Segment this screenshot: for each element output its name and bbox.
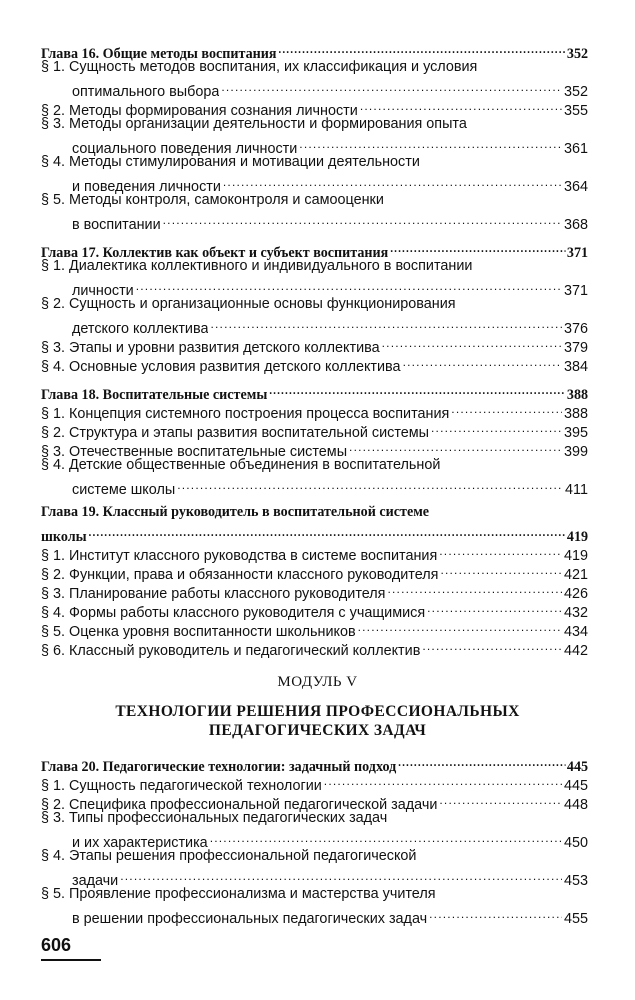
toc-entry-title: § 2. Специфика профессиональной педагогической задачи xyxy=(41,797,438,813)
toc-page-number: 455 xyxy=(563,911,588,927)
toc-dot-leader xyxy=(360,96,562,115)
toc-dot-leader xyxy=(431,418,562,437)
toc-entry-title: Глава 20. Педагогические технологии: задачный подход xyxy=(41,759,397,775)
toc-dot-leader xyxy=(358,617,562,636)
module-label: МОДУЛЬ V xyxy=(277,674,358,690)
toc-entry-title: оптимального выбора xyxy=(72,84,220,100)
toc-dot-leader xyxy=(387,579,562,598)
toc-dot-leader xyxy=(422,636,562,655)
toc-page-number: 388 xyxy=(566,387,589,403)
toc-entry-title: § 2. Функции, права и обязанности классного руководителя xyxy=(41,567,439,583)
toc-chapter-entry[interactable] xyxy=(41,522,589,545)
toc-entry-title: и поведения личности xyxy=(72,179,221,195)
toc-section-entry[interactable] xyxy=(41,828,588,851)
toc-dot-leader xyxy=(177,475,563,494)
toc-page-number: 411 xyxy=(565,482,588,498)
toc-entry-title: § 4. Основные условия развития детского коллектива xyxy=(41,359,401,375)
module-title-line1: ТЕХНОЛОГИИ РЕШЕНИЯ ПРОФЕССИОНАЛЬНЫХ xyxy=(115,703,520,720)
toc-page-number: 384 xyxy=(563,359,588,375)
toc-entry-title: системе школы xyxy=(72,482,176,498)
toc-section-entry[interactable] xyxy=(41,210,588,233)
toc-entry-title: § 4. Формы работы классного руководителя с учащимися xyxy=(41,605,426,621)
toc-page-number: 419 xyxy=(563,548,588,564)
toc-section-entry[interactable] xyxy=(41,456,588,475)
toc-section-entry[interactable] xyxy=(41,847,588,866)
toc-section-entry[interactable] xyxy=(41,77,588,100)
toc-dot-leader xyxy=(163,210,562,229)
toc-page-number: 364 xyxy=(563,179,588,195)
toc-dot-leader xyxy=(382,333,562,352)
toc-entry-title: § 1. Концепция системного построения процесса воспитания xyxy=(41,406,450,422)
toc-page-number: 395 xyxy=(563,425,588,441)
toc-section-entry[interactable] xyxy=(41,134,588,157)
toc-dot-leader xyxy=(136,276,562,295)
module-title-line2: ПЕДАГОГИЧЕСКИХ ЗАДАЧ xyxy=(208,722,427,739)
toc-entry-title: § 2. Методы формирования сознания личности xyxy=(41,103,358,119)
toc-entry-title: Глава 18. Воспитательные системы xyxy=(41,387,268,403)
toc-page-number: 450 xyxy=(563,835,588,851)
toc-entry-title: § 2. Структура и этапы развития воспитательной системы xyxy=(41,425,430,441)
toc-dot-leader xyxy=(349,437,562,456)
module-heading xyxy=(0,674,635,740)
toc-section-entry[interactable] xyxy=(41,904,588,927)
toc-dot-leader xyxy=(269,380,565,399)
toc-section-entry[interactable] xyxy=(41,314,588,337)
toc-entry-title: школы xyxy=(41,529,87,545)
toc-entry-title: § 4. Детские общественные объединения в воспитательной xyxy=(41,457,441,473)
toc-page-number: 379 xyxy=(563,340,588,356)
toc-section-entry[interactable] xyxy=(41,191,588,210)
toc-section-entry[interactable] xyxy=(41,172,588,195)
toc-page-number: 361 xyxy=(563,141,588,157)
toc-entry-title: § 3. Типы профессиональных педагогических задач xyxy=(41,810,388,826)
toc-entry-title: § 3. Отечественные воспитательные системы xyxy=(41,444,348,460)
toc-entry-title: § 3. Методы организации деятельности и формирования опыта xyxy=(41,116,467,132)
toc-dot-leader xyxy=(89,522,566,541)
toc-dot-leader xyxy=(223,172,562,191)
toc-entry-title: в воспитании xyxy=(72,217,161,233)
toc-entry-title: § 5. Оценка уровня воспитанности школьников xyxy=(41,624,356,640)
toc-dot-leader xyxy=(299,134,562,153)
toc-page-number: 352 xyxy=(566,46,589,62)
toc-chapter-entry[interactable] xyxy=(41,380,589,403)
toc-page-number: 421 xyxy=(563,567,588,583)
toc-section-entry[interactable] xyxy=(41,809,588,828)
toc-entry-title: § 2. Сущность и организационные основы функционирования xyxy=(41,296,456,312)
toc-page-number: 371 xyxy=(566,245,589,261)
toc-entry-title: § 6. Классный руководитель и педагогический коллектив xyxy=(41,643,421,659)
toc-chapter-entry[interactable] xyxy=(41,238,589,261)
toc-page-number: 376 xyxy=(563,321,588,337)
toc-entry-title: § 4. Этапы решения профессиональной педагогической xyxy=(41,848,417,864)
toc-entry-title: § 1. Сущность педагогической технологии xyxy=(41,778,322,794)
toc-dot-leader xyxy=(390,238,565,257)
toc-section-entry[interactable] xyxy=(41,295,588,314)
toc-entry-title: личности xyxy=(72,283,134,299)
toc-entry-title: § 3. Планирование работы классного руководителя xyxy=(41,586,386,602)
toc-dot-leader xyxy=(429,904,562,923)
toc-entry-title: § 1. Институт классного руководства в системе воспитания xyxy=(41,548,438,564)
toc-block-chapter-20 xyxy=(41,752,589,927)
toc-dot-leader xyxy=(439,541,562,560)
toc-entry-title: § 1. Диалектика коллективного и индивидуального в воспитании xyxy=(41,258,473,274)
toc-dot-leader xyxy=(440,560,562,579)
toc-entry-title: § 5. Проявление профессионализма и мастерства учителя xyxy=(41,886,436,902)
toc-dot-leader xyxy=(120,866,562,885)
toc-chapter-entry[interactable] xyxy=(41,752,589,775)
toc-page-number: 388 xyxy=(563,406,588,422)
toc-dot-leader xyxy=(398,752,565,771)
toc-entry-title: § 3. Этапы и уровни развития детского коллектива xyxy=(41,340,380,356)
toc-section-entry[interactable] xyxy=(41,885,588,904)
toc-entry-title: Глава 19. Классный руководитель в воспитательной системе xyxy=(41,504,430,520)
toc-page-number: 368 xyxy=(563,217,588,233)
toc-entry-title: и их характеристика xyxy=(72,835,208,851)
toc-entry-title: задачи xyxy=(72,873,119,889)
toc-page-number: 355 xyxy=(563,103,588,119)
toc-dot-leader xyxy=(427,598,562,617)
toc-section-entry[interactable] xyxy=(41,475,588,498)
toc-page-number: 352 xyxy=(563,84,588,100)
toc-dot-leader xyxy=(451,399,562,418)
toc-entry-title: социального поведения личности xyxy=(72,141,298,157)
toc-dot-leader xyxy=(439,790,562,809)
toc-page-number: 399 xyxy=(563,444,588,460)
toc-dot-leader xyxy=(210,314,562,333)
toc-dot-leader xyxy=(403,352,562,371)
toc-page-number: 426 xyxy=(563,586,588,602)
toc-chapter-entry[interactable] xyxy=(41,39,589,62)
toc-page-number: 453 xyxy=(563,873,588,889)
toc-dot-leader xyxy=(210,828,562,847)
toc-page-number: 432 xyxy=(563,605,588,621)
toc-dot-leader xyxy=(324,771,562,790)
toc-section-entry[interactable] xyxy=(41,276,588,299)
toc-page-number: 442 xyxy=(563,643,588,659)
toc-page-number: 371 xyxy=(563,283,588,299)
toc-entry-title: Глава 17. Коллектив как объект и субъект воспитания xyxy=(41,245,389,261)
toc-page-number: 445 xyxy=(563,778,588,794)
page-number: 606 xyxy=(41,935,72,955)
toc-entry-title: § 5. Методы контроля, самоконтроля и самооценки xyxy=(41,192,384,208)
toc-block-chapters-16-19 xyxy=(41,39,589,659)
toc-entry-title: детского коллектива xyxy=(72,321,209,337)
toc-page-number: 434 xyxy=(563,624,588,640)
toc-section-entry[interactable] xyxy=(41,866,588,889)
toc-dot-leader xyxy=(278,39,565,58)
toc-page-number: 448 xyxy=(563,797,588,813)
toc-page-number: 445 xyxy=(566,759,589,775)
page-number-rule xyxy=(41,959,101,961)
toc-entry-title: Глава 16. Общие методы воспитания xyxy=(41,46,277,62)
toc-section-entry[interactable] xyxy=(41,153,588,172)
toc-chapter-entry[interactable] xyxy=(41,503,588,522)
toc-dot-leader xyxy=(221,77,562,96)
toc-entry-title: в решении профессиональных педагогических задач xyxy=(72,911,428,927)
toc-entry-title: § 4. Методы стимулирования и мотивации деятельности xyxy=(41,154,420,170)
toc-section-entry[interactable] xyxy=(41,115,588,134)
toc-entry-title: § 1. Сущность методов воспитания, их классификация и условия xyxy=(41,59,478,75)
toc-section-entry[interactable] xyxy=(41,541,588,564)
toc-page-number: 419 xyxy=(566,529,589,545)
